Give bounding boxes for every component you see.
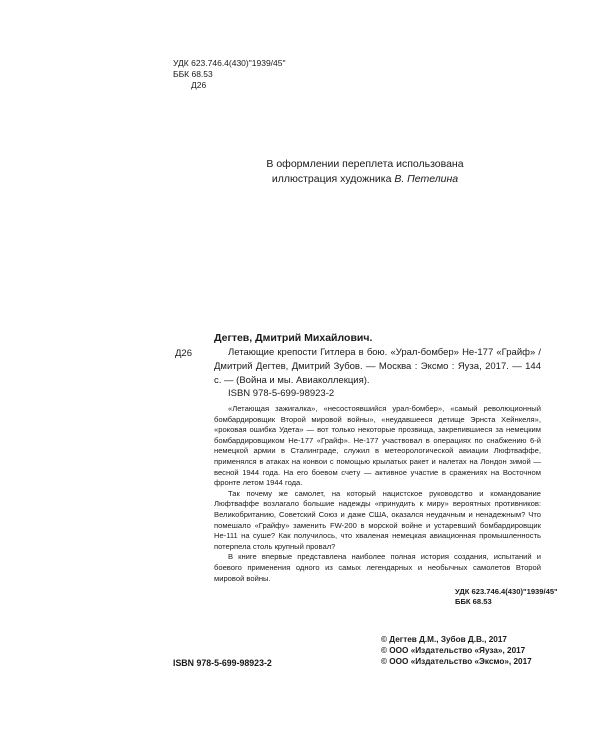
annotation-paragraph: Так почему же самолет, на который нацистское руководство и командование Люфтваффе возлагало большие надежды «принудить к миру» вероятных противников: Великобританию, Советский Союз и даже США, оказался неудачным и ненадежным? Что помешало «Грайфу» заменить FW-200 в морской войне и устаревший бомбардировщик Не-111 на суше? Как получилось, что хваленая немецкая авиационная промышленность потерпела столь крупный провал? [214, 488, 541, 551]
cover-note-line2 [230, 172, 500, 187]
annotation [214, 404, 541, 584]
copyright-line: © ООО «Издательство «Эксмо», 2017 [381, 657, 532, 666]
cover-note-line1: В оформлении переплета использована [266, 158, 464, 170]
cover-note [230, 157, 500, 187]
bbk-footer-code: ББК 68.53 [455, 597, 492, 606]
illustrator-name: В. Петелина [394, 173, 459, 185]
author-sign: Д26 [191, 80, 207, 90]
copyright-block [381, 634, 532, 667]
copyright-line: © ООО «Издательство «Яуза», 2017 [381, 646, 526, 655]
bib-description: Летающие крепости Гитлера в бою. «Урал-бомбер» Не-177 «Грайф» / Дмитрий Дегтев, Дмитрий Зубов. — Москва : Эксмо : Яуза, 2017. — 144 с. — (Война и мы. Авиаколлекция). [214, 347, 541, 386]
cover-note-prefix: иллюстрация художника [271, 173, 395, 185]
udk-footer-code: УДК 623.746.4(430)"1939/45" [455, 587, 558, 596]
annotation-paragraph: В книге впервые представлена наиболее полная история создания, испытаний и боевого применения одного из самых легендарных и необычных самолетов Второй мировой войны. [214, 552, 541, 583]
copyright-line: © Дегтев Д.М., Зубов Д.В., 2017 [381, 635, 507, 644]
bib-isbn: ISBN 978-5-699-98923-2 [228, 388, 335, 399]
udk-header [173, 58, 286, 91]
udk-code: УДК 623.746.4(430)"1939/45" [173, 58, 286, 68]
isbn-footer: ISBN 978-5-699-98923-2 [173, 658, 272, 668]
bbk-code: ББК 68.53 [173, 69, 213, 79]
annotation-paragraph: «Летающая зажигалка», «несостоявшийся урал-бомбер», «самый революционный бомбардировщик Второй мировой войны», «неудавшееся детище Эрнста Хейнкеля», «роковая ошибка Удета» — вот только некоторые прозвища, закрепившиеся за немецким бомбардировщиком Не-177 «Грайф». Не-177 участвовал в операциях по снабжению 6-й немецкой армии в Сталинграде, служил в метеорологической авиации Люфтваффе, применялся в атаках на конвои с помощью крылатых ракет и налетах на Лондон зимой — весной 1944 года. На его боевом счету — активное участие в сражениях на Восточном фронте летом 1944 года. [214, 404, 541, 488]
bib-author: Дегтев, Дмитрий Михайлович. [214, 332, 373, 344]
bib-code: Д26 [175, 348, 193, 359]
udk-footer [455, 587, 558, 607]
